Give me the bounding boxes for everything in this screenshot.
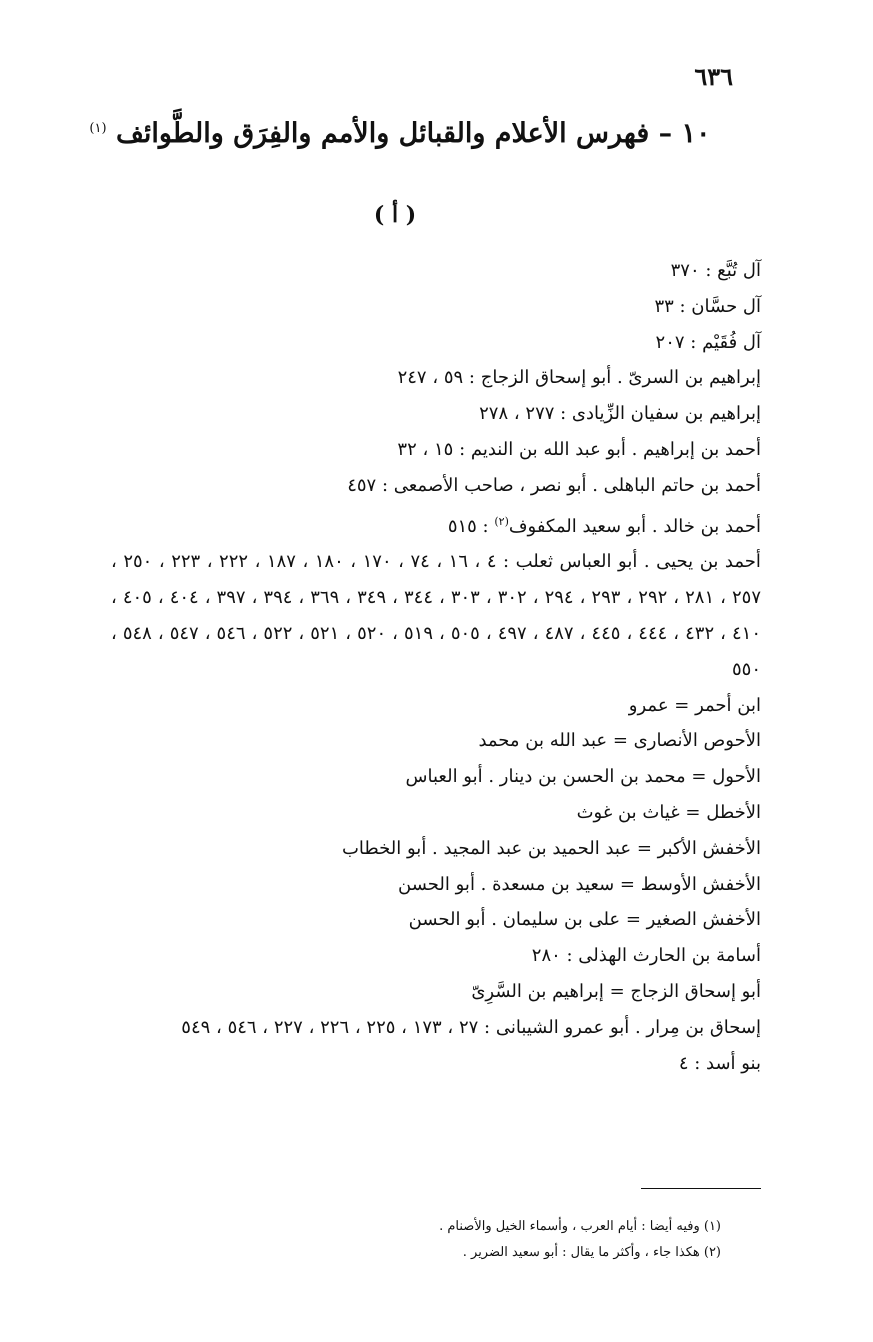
index-entry-text: آل فُقَيْم : ٢٠٧ <box>655 331 761 353</box>
page-number: ٦٣٦ <box>694 62 733 91</box>
index-entries-list <box>111 253 761 1081</box>
index-entry <box>111 723 761 759</box>
index-entry-text: أسامة بن الحارث الهذلى : ٢٨٠ <box>531 945 761 967</box>
index-entry <box>111 504 761 545</box>
index-entry <box>111 253 761 289</box>
index-entry <box>111 938 761 974</box>
title-text: ١٠ – فهرس الأعلام والقبائل والأمم والفِرَق والطَّوائف <box>115 118 711 149</box>
footnote: (٢) هكذا جاء ، وأكثر ما يقال : أبو سعيد الضرير . <box>462 1245 721 1260</box>
footnote-marker: (٢) <box>494 514 509 528</box>
index-entry <box>111 867 761 903</box>
index-entry <box>111 974 761 1010</box>
index-entry-text: بنو أسد : ٤ <box>678 1052 761 1074</box>
index-entry-pages: : ٥١٥ <box>447 515 495 537</box>
footnotes <box>121 1214 721 1266</box>
index-entry <box>111 325 761 361</box>
page-title <box>0 118 800 149</box>
index-entry-text: إبراهيم بن السرىّ . أبو إسحاق الزجاج : ٥٩ ، ٢٤٧ <box>397 367 761 389</box>
section-letter-heading: ( أ ) <box>373 202 417 228</box>
index-entry-text: الأخطل = غياث بن غوث <box>576 801 761 823</box>
index-entry <box>111 544 761 687</box>
index-entry-text: إسحاق بن مِرار . أبو عمرو الشيبانى : ٢٧ ، ١٧٣ ، ٢٢٥ ، ٢٢٦ ، ٢٢٧ ، ٥٤٦ ، ٥٤٩ <box>181 1016 761 1038</box>
index-entry <box>111 360 761 396</box>
index-entry <box>111 795 761 831</box>
footnote: (١) وفيه أيضا : أيام العرب ، وأسماء الخيل والأصنام . <box>439 1219 721 1234</box>
index-entry <box>111 289 761 325</box>
index-entry-text: الأخفش الأكبر = عبد الحميد بن عبد المجيد . أبو الخطاب <box>341 837 761 859</box>
index-entry-text: أحمد بن حاتم الباهلى . أبو نصر ، صاحب الأصمعى : ٤٥٧ <box>347 474 761 496</box>
index-entry <box>111 902 761 938</box>
title-footnote-marker: (١) <box>89 121 107 136</box>
index-entry <box>111 1046 761 1082</box>
index-entry <box>111 688 761 724</box>
index-entry-text: آل تُبَّع : ٣٧٠ <box>670 260 761 281</box>
index-entry-text: الأحوص الأنصارى = عبد الله بن محمد <box>478 730 761 752</box>
index-entry-text: الأخفش الصغير = على بن سليمان . أبو الحسن <box>408 909 761 931</box>
index-entry <box>111 759 761 795</box>
index-entry-text: الأحول = محمد بن الحسن بن دينار . أبو العباس <box>405 766 761 788</box>
index-entry <box>111 1010 761 1046</box>
index-entry-text: الأخفش الأوسط = سعيد بن مسعدة . أبو الحسن <box>398 873 761 895</box>
index-entry-text: ابن أحمر = عمرو <box>628 694 761 716</box>
index-entry <box>111 432 761 468</box>
footnote-separator <box>641 1188 761 1189</box>
index-entry-text: آل حسَّان : ٣٣ <box>654 295 761 317</box>
index-entry-text: أحمد بن يحيى . أبو العباس ثعلب : ٤ ، ١٦ ، ٧٤ ، ١٧٠ ، ١٨٠ ، ١٨٧ ، ٢٢٢ ، ٢٢٣ ، ٢٥٠ ، ٢٥٧ ، ٢٨١ ، ٢٩٢ ، ٢٩٣ ، ٢٩٤ ، ٣٠٢ ، ٣٠٣ ، ٣٤٤ ، ٣٤٩ ، ٣٦٩ ، ٣٩٤ ، ٣٩٧ ، ٤٠٤ ، ٤٠٥ ، ٤١٠ ، ٤٣٢ ، ٤٤٤ ، ٤٤٥ ، ٤٨٧ ، ٤٩٧ ، ٥٠٥ ، ٥١٩ ، ٥٢٠ ، ٥٢١ ، ٥٢٢ ، ٥٤٦ ، ٥٤٧ ، ٥٤٨ ، ٥٥٠ <box>111 551 762 680</box>
index-entry-text: أحمد بن إبراهيم . أبو عبد الله بن النديم : ١٥ ، ٣٢ <box>397 438 761 460</box>
index-entry <box>111 468 761 504</box>
index-entry <box>111 396 761 432</box>
index-entry-text: إبراهيم بن سفيان الزِّيادى : ٢٧٧ ، ٢٧٨ <box>479 403 761 425</box>
index-entry <box>111 831 761 867</box>
index-entry-text: أبو إسحاق الزجاج = إبراهيم بن السَّرِىّ <box>471 980 761 1002</box>
index-entry-text: أحمد بن خالد . أبو سعيد المكفوف <box>508 515 761 537</box>
